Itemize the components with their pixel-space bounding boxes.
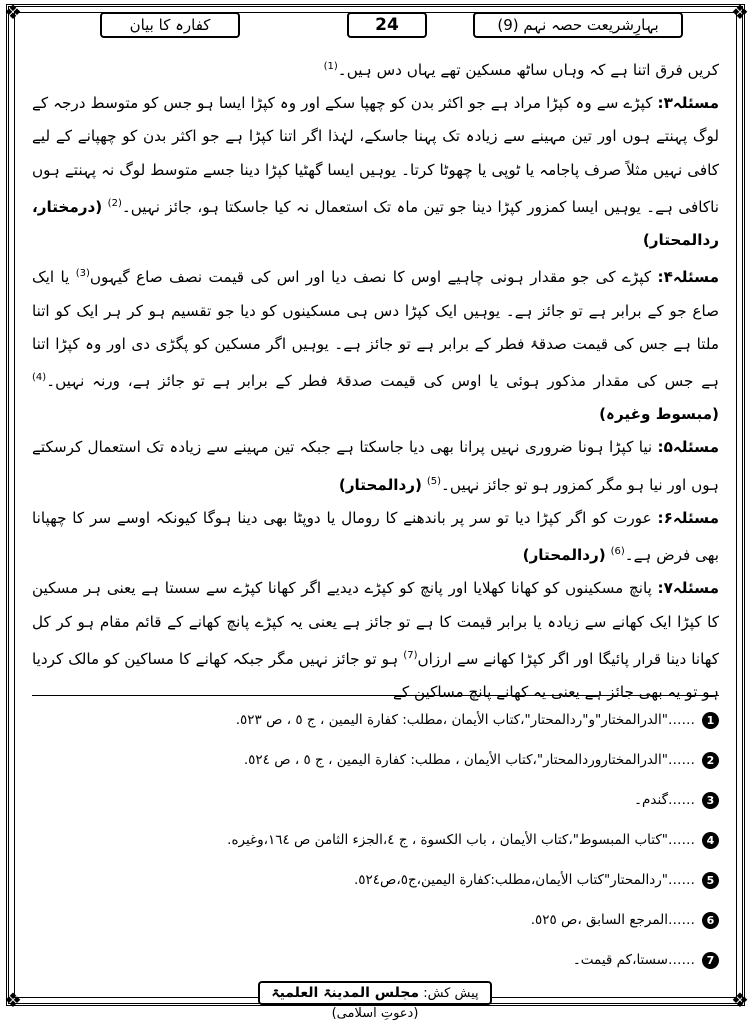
corner-ornament-icon: ❖ — [731, 988, 749, 1012]
footnote-2 — [32, 745, 719, 785]
masla-4: مسئلہ۴: کپڑے کی جو مقدار ہونی چاہیے اوس کا نصف دیا اور اس کی قیمت نصف صاع گیہوں$^{(3)}$ یا ایک صاع جو کے برابر ہے تو جائز ہے۔ یوہیں ایک کپڑا دس ہی مسکینوں کو دیا جو تقسیم ہو کر ہر ایک کو اتنا ملتا ہے جس کی قیمت صدقۂ فطر کے برابر ہے تو جائز ہے۔ یوہیں اگر مسکین کو پگڑی دی اور وہ کپڑا اتنا ہے جس کی مقدار مذکور ہوئی یا اوس کی قیمت صدقۂ فطر کے برابر ہے تو جائز ہے، ورنہ نہیں۔$^{(4)}$ (مبسوط وغیرہ) — [32, 268, 719, 424]
footnote-number: 4 — [702, 832, 719, 849]
footnote-number: 7 — [702, 952, 719, 969]
footnote-ref: (3) — [75, 268, 90, 280]
footnote-number: 1 — [702, 712, 719, 729]
corner-ornament-icon: ❖ — [4, 988, 22, 1012]
publisher-footer — [258, 981, 492, 1021]
masla-3: مسئلہ۳: کپڑے سے وہ کپڑا مراد ہے جو اکثر بدن کو چھپا سکے اور وہ کپڑا ایسا ہو جس کو متوسط درجہ کے لوگ پہنتے ہوں اور تین مہینے سے زیادہ تک پہنا جاسکے، لہٰذا اگر اتنا کپڑا ہے جو اکثر بدن کو چھپانے کے لیے کافی نہیں مثلاً صرف پاجامہ یا ٹوپی یا چھوٹا کرتا۔ یوہیں ایسا گھٹیا کپڑا دینا جسے متوسط لوگ نہ پہنتے ہوں ناکافی ہے۔ یوہیں ایسا کمزور کپڑا دینا جو تین ماہ تک استعمال نہ کیا جاسکتا ہو، جائز نہیں۔$^{(2)}$ (درمختار، ردالمحتار) — [32, 94, 720, 250]
source-citation: (مبسوط وغیرہ) — [599, 405, 719, 424]
footnote-7 — [32, 945, 719, 985]
footer-prefix: پیش کش: — [423, 986, 479, 1001]
footnotes — [32, 705, 719, 985]
footnote-divider — [32, 695, 719, 696]
footnote-1 — [32, 705, 719, 745]
corner-ornament-icon: ❖ — [4, 0, 22, 24]
footnote-number: 3 — [702, 792, 719, 809]
masla-7: مسئلہ۷: پانچ مسکینوں کو کھانا کھلایا اور پانچ کو کپڑے دیدیے اگر کھانا کپڑے سے سستا ہے یعنی ہر مسکین کا کپڑا ایک کھانے سے زیادہ یا برابر قیمت کا ہے تو جائز ہے یعنی یہ کپڑے پانچ کھانے کے قائم مقام ہو کر کل کھانا دینا قرار پائیگا اور اگر کپڑا کھانے سے ارزاں$^{(7)}$ ہو تو جائز نہیں مگر جبکہ کھانے کا مساکین کو مالک کردیا ہو تو یہ بھی جائز ہے یعنی یہ کھانے پانچ مساکین کے — [32, 579, 719, 702]
source-citation: (ردالمحتار) — [522, 546, 606, 565]
footnote-3 — [32, 785, 719, 825]
masla-label: مسئلہ۷: — [657, 579, 719, 598]
footnote-ref: (7) — [403, 649, 418, 661]
corner-ornament-icon: ❖ — [731, 0, 749, 24]
book-title: بہارِشریعت حصہ نہم (9) — [473, 12, 683, 38]
masla-5: مسئلہ۵: نیا کپڑا ہونا ضروری نہیں پرانا بھی دیا جاسکتا ہے جبکہ تین مہینے سے زیادہ تک استعمال کرسکتے ہوں اور نیا ہو مگر کمزور ہو تو جائز نہیں۔$^{(5)}$ (ردالمحتار) — [32, 438, 720, 494]
source-citation: (درمختار، ردالمحتار) — [32, 197, 719, 250]
footnote-text: ……"كتاب المبسوط"،كتاب الأيمان ، باب الكسوة ، ج ٤،الجزء الثامن ص ١٦٤،وغيره. — [227, 832, 695, 848]
footnote-text: ……سستا،کم قیمت۔ — [572, 952, 695, 968]
source-citation: (ردالمحتار) — [338, 475, 422, 494]
footnote-ref: (5) — [426, 475, 441, 487]
footnote-text: ……"ردالمحتار"كتاب الأيمان،مطلب:كفارة اليمين،ج٥،ص٥٢٤. — [353, 872, 695, 888]
footnote-number: 6 — [702, 912, 719, 929]
footnote-text: ……"الدرالمختاروردالمحتار"،كتاب الأيمان ، مطلب: كفارة اليمين ، ج ٥ ، ص ٥٢٤. — [243, 752, 695, 768]
masla-label: مسئلہ۵: — [657, 438, 720, 457]
page-header — [40, 12, 713, 40]
masla-6: مسئلہ۶: عورت کو اگر کپڑا دیا تو سر پر باندھنے کا رومال یا دوپٹا بھی دینا ہوگا کیونکہ اوسے سر کا چھپانا بھی فرض ہے۔$^{(6)}$ (ردالمحتار) — [32, 508, 720, 565]
footnote-ref: (1) — [323, 61, 338, 72]
chapter-title: کفارہ کا بیان — [100, 12, 240, 38]
footnote-ref: (6) — [610, 546, 625, 558]
footnote-number: 5 — [702, 872, 719, 889]
footnote-text: ……"الدرالمختار"و"ردالمحتار"،كتاب الأيمان ،مطلب: كفارة اليمين ، ج ٥ ، ص ٥٢٣. — [235, 712, 695, 728]
main-text — [32, 50, 719, 709]
footnote-5 — [32, 865, 719, 905]
footnote-ref: (4) — [32, 372, 47, 384]
footnote-4 — [32, 825, 719, 865]
footnote-6 — [32, 905, 719, 945]
masla-label: مسئلہ۳: — [657, 94, 719, 113]
footnote-text: ……گندم۔ — [634, 792, 695, 808]
footnote-number: 2 — [702, 752, 719, 769]
footnote-ref: (2) — [107, 197, 122, 209]
footnote-text: ……المرجع السابق ،ص ٥٢٥. — [530, 912, 695, 928]
footer-suffix: (دعوتِ اسلامی) — [331, 1006, 419, 1021]
publisher-name: مجلس المدینۃ العلمیۃ — [271, 985, 420, 1001]
masla-label: مسئلہ۶: — [657, 508, 720, 527]
page-number: 24 — [347, 12, 427, 38]
paragraph-continuation: کریں فرق اتنا ہے کہ وہاں ساٹھ مسکین تھے یہاں دس ہیں۔$^{(1)}$ — [323, 61, 719, 80]
masla-label: مسئلہ۴: — [657, 268, 719, 287]
